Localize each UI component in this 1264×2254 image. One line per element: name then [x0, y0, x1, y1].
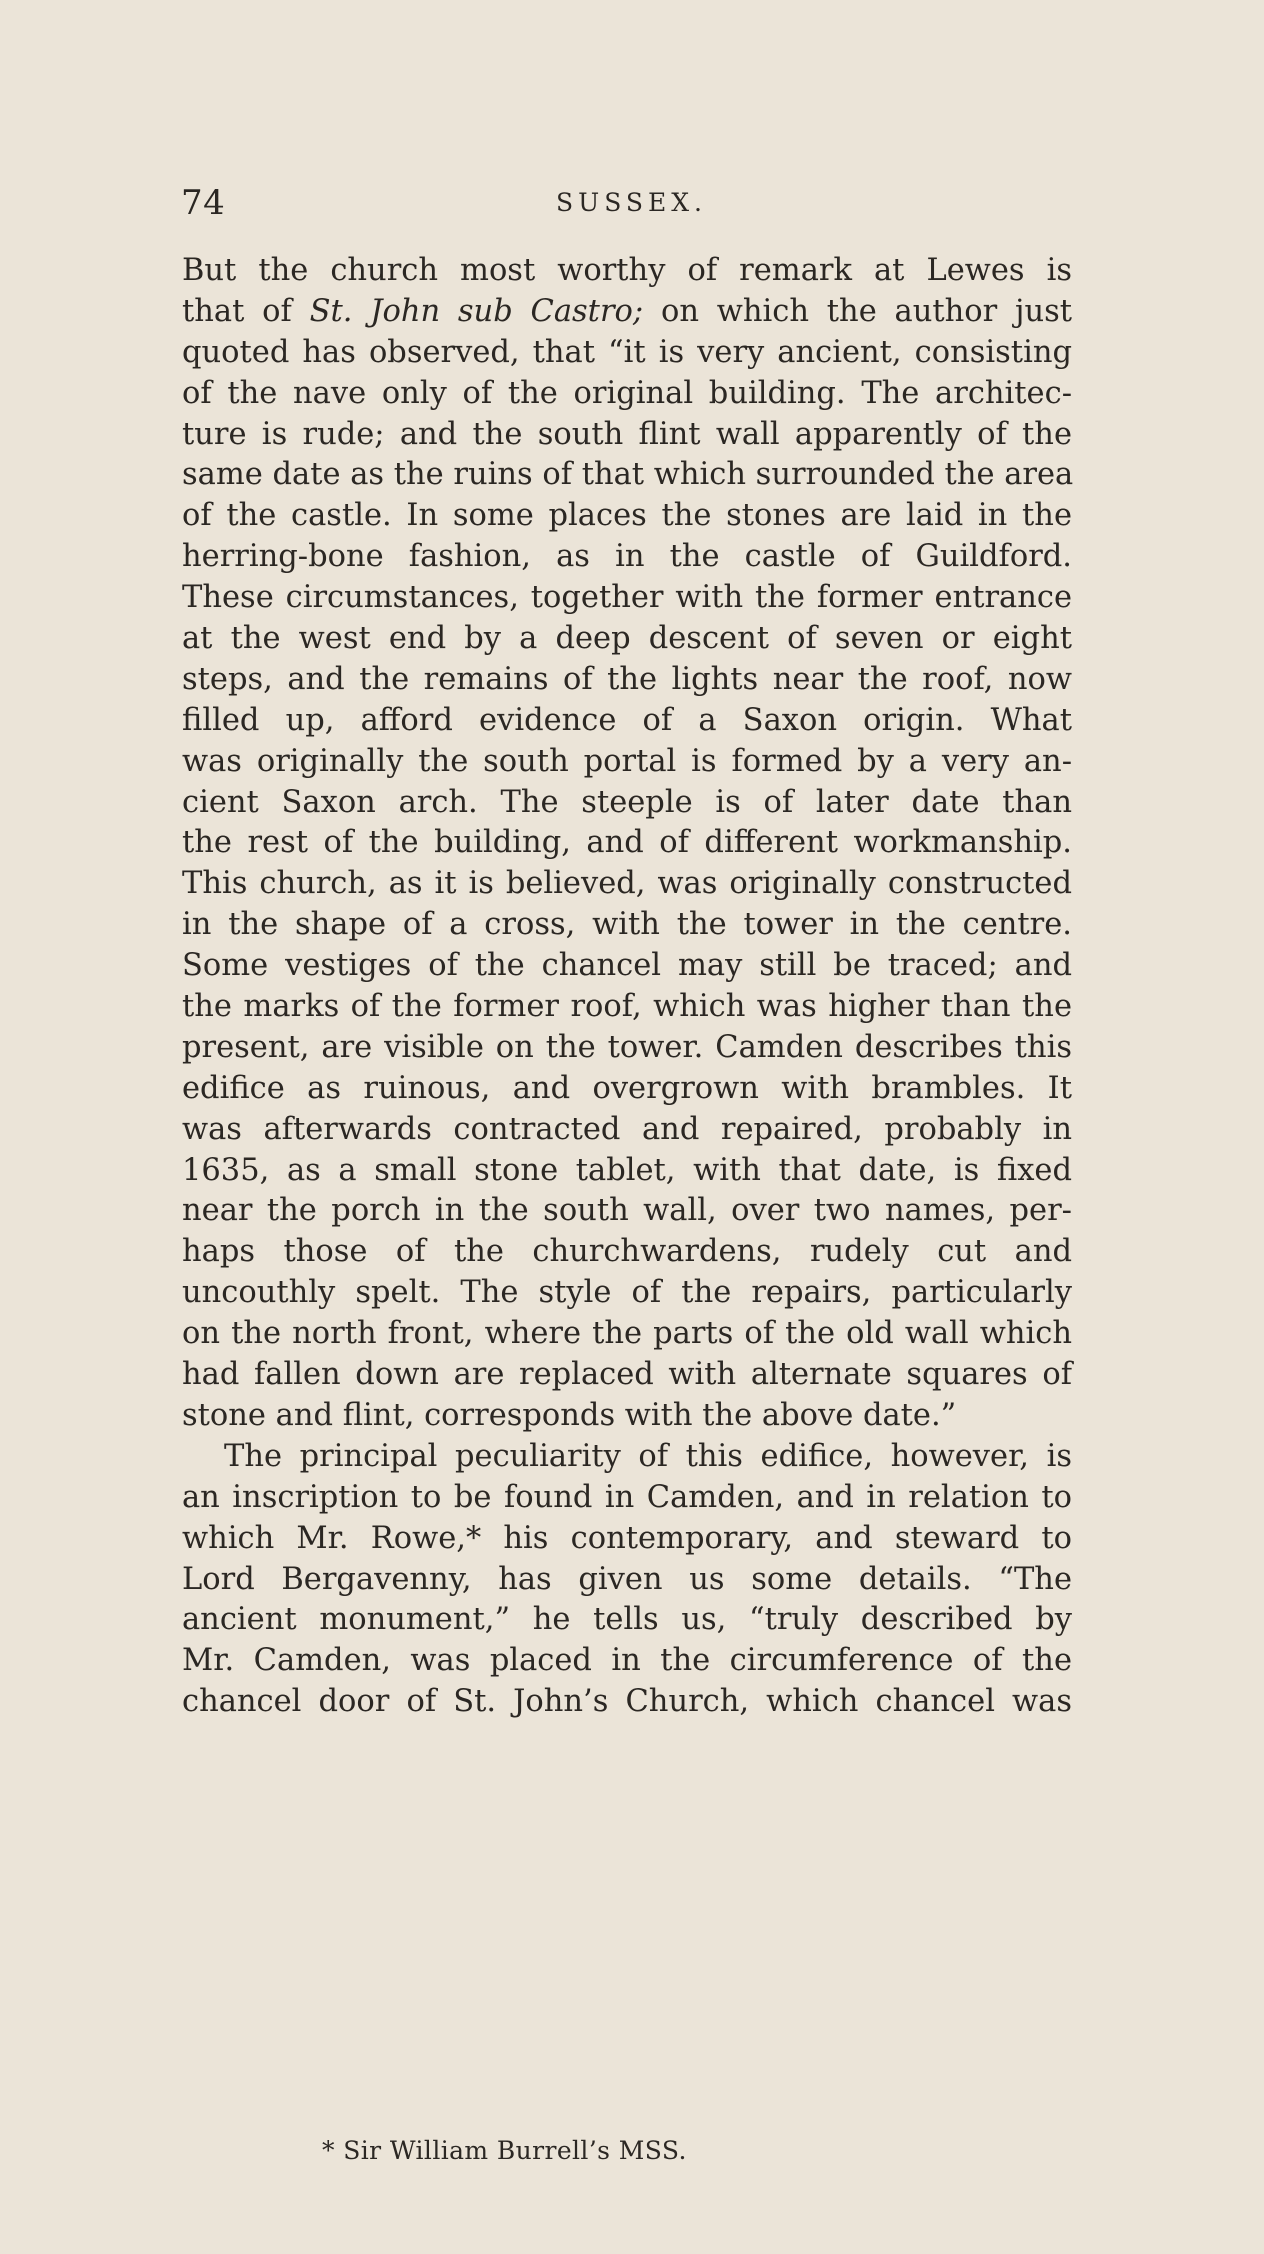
- text-line: filled up, afford evidence of a Saxon origin. What: [182, 702, 1072, 738]
- text-line: was afterwards contracted and repaired, probably in: [182, 1111, 1072, 1147]
- text-line: of the nave only of the original building. The architec-: [182, 375, 1072, 411]
- text-line: haps those of the churchwardens, rudely cut and: [182, 1234, 1072, 1270]
- text-line: present, are visible on the tower. Camden describes this: [182, 1029, 1072, 1065]
- text-line: The principal peculiarity of this edifice, however, is: [224, 1438, 1072, 1474]
- text-line: in the shape of a cross, with the tower in the centre.: [182, 907, 1072, 943]
- text-line: of the castle. In some places the stones are laid in the: [182, 498, 1072, 534]
- page-header: [181, 181, 1071, 225]
- footnote: * Sir William Burrell’s MSS.: [322, 2136, 687, 2165]
- body-text: [182, 251, 1072, 1723]
- text-line: on the north front, where the parts of the old wall which: [182, 1316, 1072, 1352]
- text-line: same date as the ruins of that which surrounded the area: [182, 457, 1074, 493]
- text-line: the marks of the former roof, which was higher than the: [182, 989, 1072, 1025]
- text-line: ancient monument,” he tells us, “truly described by: [182, 1602, 1072, 1638]
- text-line: But the church most worthy of remark at Lewes is: [182, 253, 1072, 288]
- text-line: uncouthly spelt. The style of the repairs, particularly: [182, 1275, 1072, 1311]
- text-line: quoted has observed, that “it is very ancient, consisting: [182, 334, 1072, 370]
- text-line: near the porch in the south wall, over two names, per-: [182, 1193, 1072, 1229]
- text-line: steps, and the remains of the lights near the roof, now: [182, 661, 1072, 697]
- text-line: These circumstances, together with the former entrance: [182, 580, 1072, 616]
- text-line: at the west end by a deep descent of seven or eight: [182, 621, 1072, 657]
- text-line: Mr. Camden, was placed in the circumference of the: [182, 1643, 1072, 1679]
- page-number: 74: [181, 183, 226, 223]
- latin-church-name: St. John sub Castro;: [309, 293, 644, 329]
- text-fragment: that of: [182, 293, 292, 329]
- text-line: Lord Bergavenny, has given us some details. “The: [182, 1561, 1072, 1597]
- text-fragment: on which the author just: [660, 293, 1073, 329]
- running-head: SUSSEX.: [556, 188, 708, 217]
- text-line: 1635, as a small stone tablet, with that date, is fixed: [182, 1152, 1072, 1188]
- text-line: an inscription to be found in Camden, and in relation to: [182, 1479, 1072, 1515]
- text-line: This church, as it is believed, was originally constructed: [182, 866, 1072, 902]
- text-line: chancel door of St. John’s Church, which chancel was: [182, 1684, 1072, 1720]
- text-line: Some vestiges of the chancel may still be traced; and: [182, 948, 1072, 984]
- text-line: which Mr. Rowe,* his contemporary, and steward to: [182, 1520, 1072, 1556]
- text-line: cient Saxon arch. The steeple is of later date than: [182, 784, 1072, 820]
- text-line-with-italic: [182, 292, 1072, 333]
- text-line: herring-bone fashion, as in the castle of Guildford.: [182, 539, 1072, 575]
- text-line: edifice as ruinous, and overgrown with brambles. It: [182, 1070, 1072, 1106]
- text-line: the rest of the building, and of different workmanship.: [182, 825, 1072, 861]
- text-line: ture is rude; and the south flint wall apparently of the: [182, 416, 1072, 452]
- text-line: was originally the south portal is formed by a very an-: [182, 743, 1072, 779]
- text-line: had fallen down are replaced with alternate squares of: [182, 1357, 1072, 1393]
- text-line: stone and flint, corresponds with the above date.”: [182, 1397, 957, 1433]
